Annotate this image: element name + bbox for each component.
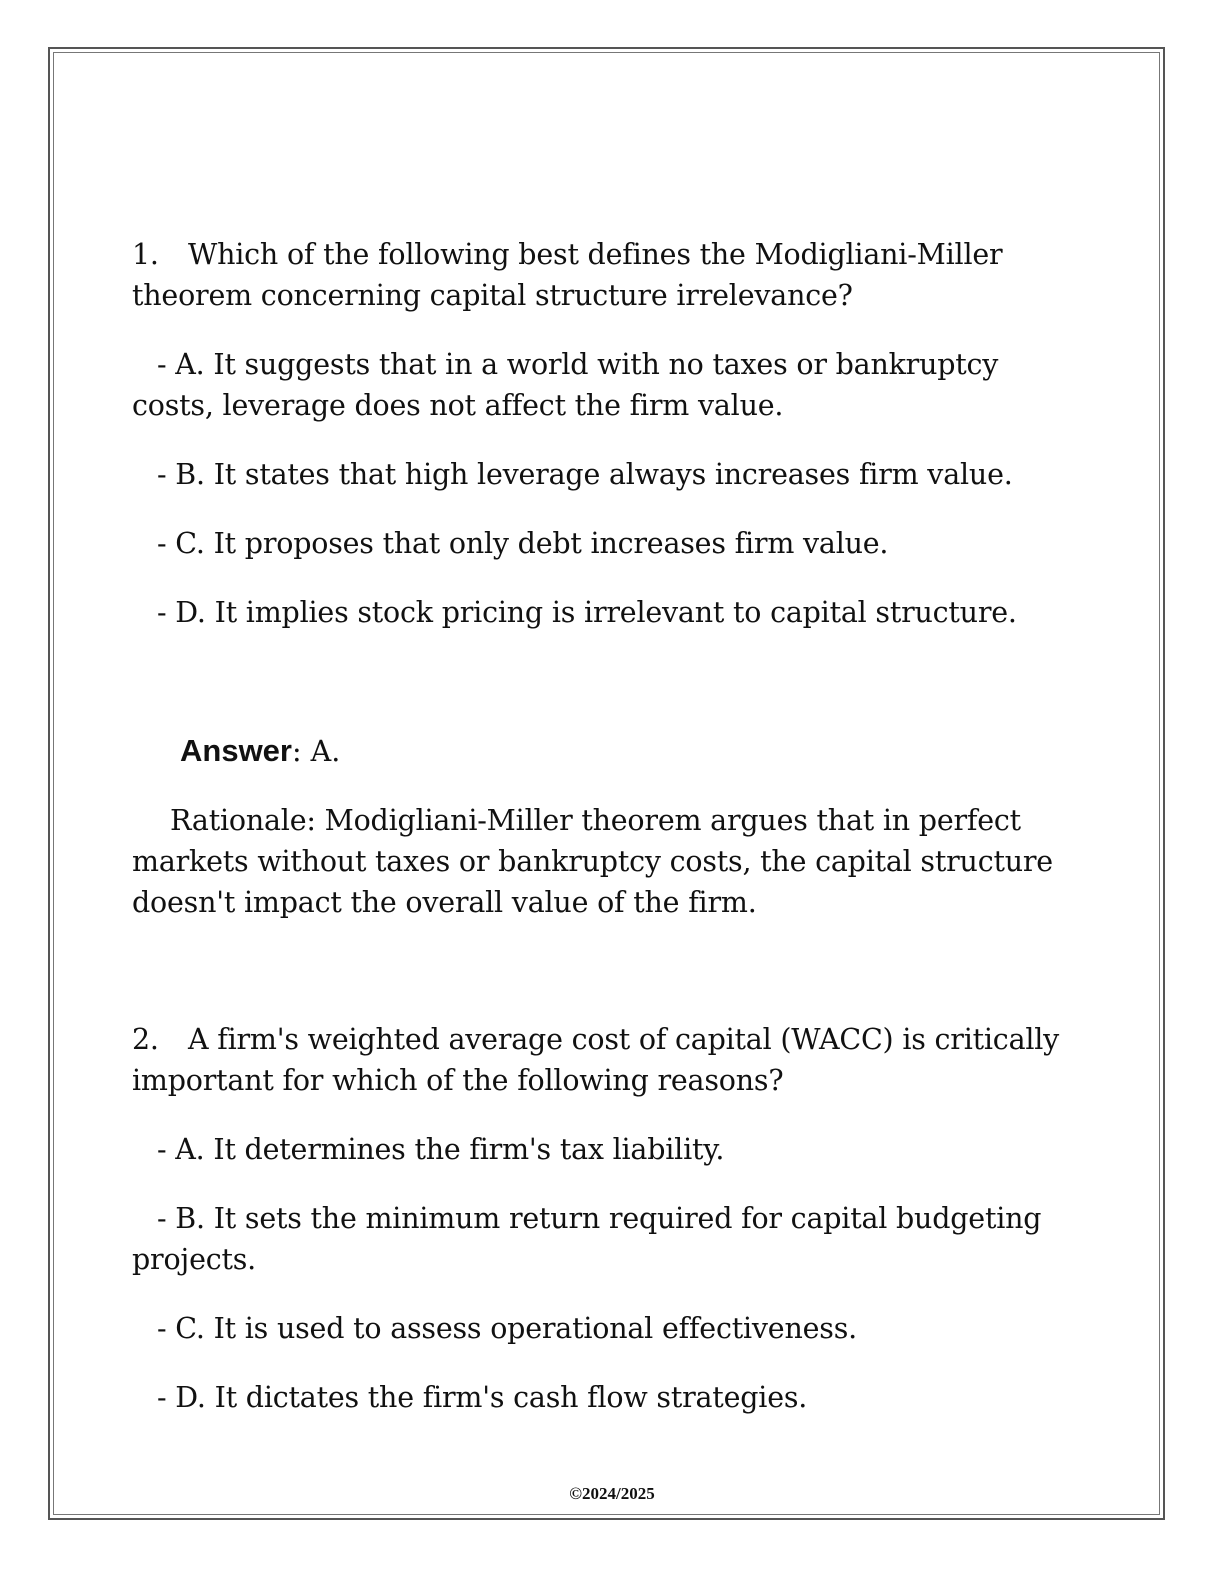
question-2-option-d: - D. It dictates the firm's cash flow strategies. <box>157 1381 808 1414</box>
question-1-option-d: - D. It implies stock pricing is irrelevant to capital structure. <box>157 596 1017 629</box>
question-1-number: 1. <box>132 238 159 271</box>
question-2 <box>132 1019 1072 1101</box>
question-2-option-a: - A. It determines the firm's tax liability. <box>157 1133 725 1166</box>
copyright-footer: ©2024/2025 <box>569 1484 655 1503</box>
question-1 <box>132 234 1072 316</box>
question-2-option-c: - C. It is used to assess operational effectiveness. <box>157 1312 857 1345</box>
answer-label: Answer <box>180 733 292 768</box>
question-1-option-b: - B. It states that high leverage always increases firm value. <box>157 458 1013 491</box>
question-1-rationale: Rationale: Modigliani-Miller theorem argues that in perfect markets without taxes or bankruptcy costs, the capital structure doesn't impact the overall value of the firm. <box>132 804 1053 919</box>
document-content <box>132 234 1072 1418</box>
question-2-option-b: - B. It sets the minimum return required for capital budgeting projects. <box>132 1202 1042 1276</box>
answer-value: : A. <box>291 735 341 768</box>
question-1-answer <box>132 730 1072 772</box>
question-1-option-c: - C. It proposes that only debt increases firm value. <box>157 527 889 560</box>
question-1-text: Which of the following best defines the Modigliani-Miller theorem concerning capital structure irrelevance? <box>132 238 1003 312</box>
question-2-text: A firm's weighted average cost of capital (WACC) is critically important for which of the following reasons? <box>132 1023 1060 1097</box>
question-1-option-a: - A. It suggests that in a world with no taxes or bankruptcy costs, leverage does not affect the firm value. <box>132 348 999 422</box>
question-2-number: 2. <box>132 1023 159 1056</box>
